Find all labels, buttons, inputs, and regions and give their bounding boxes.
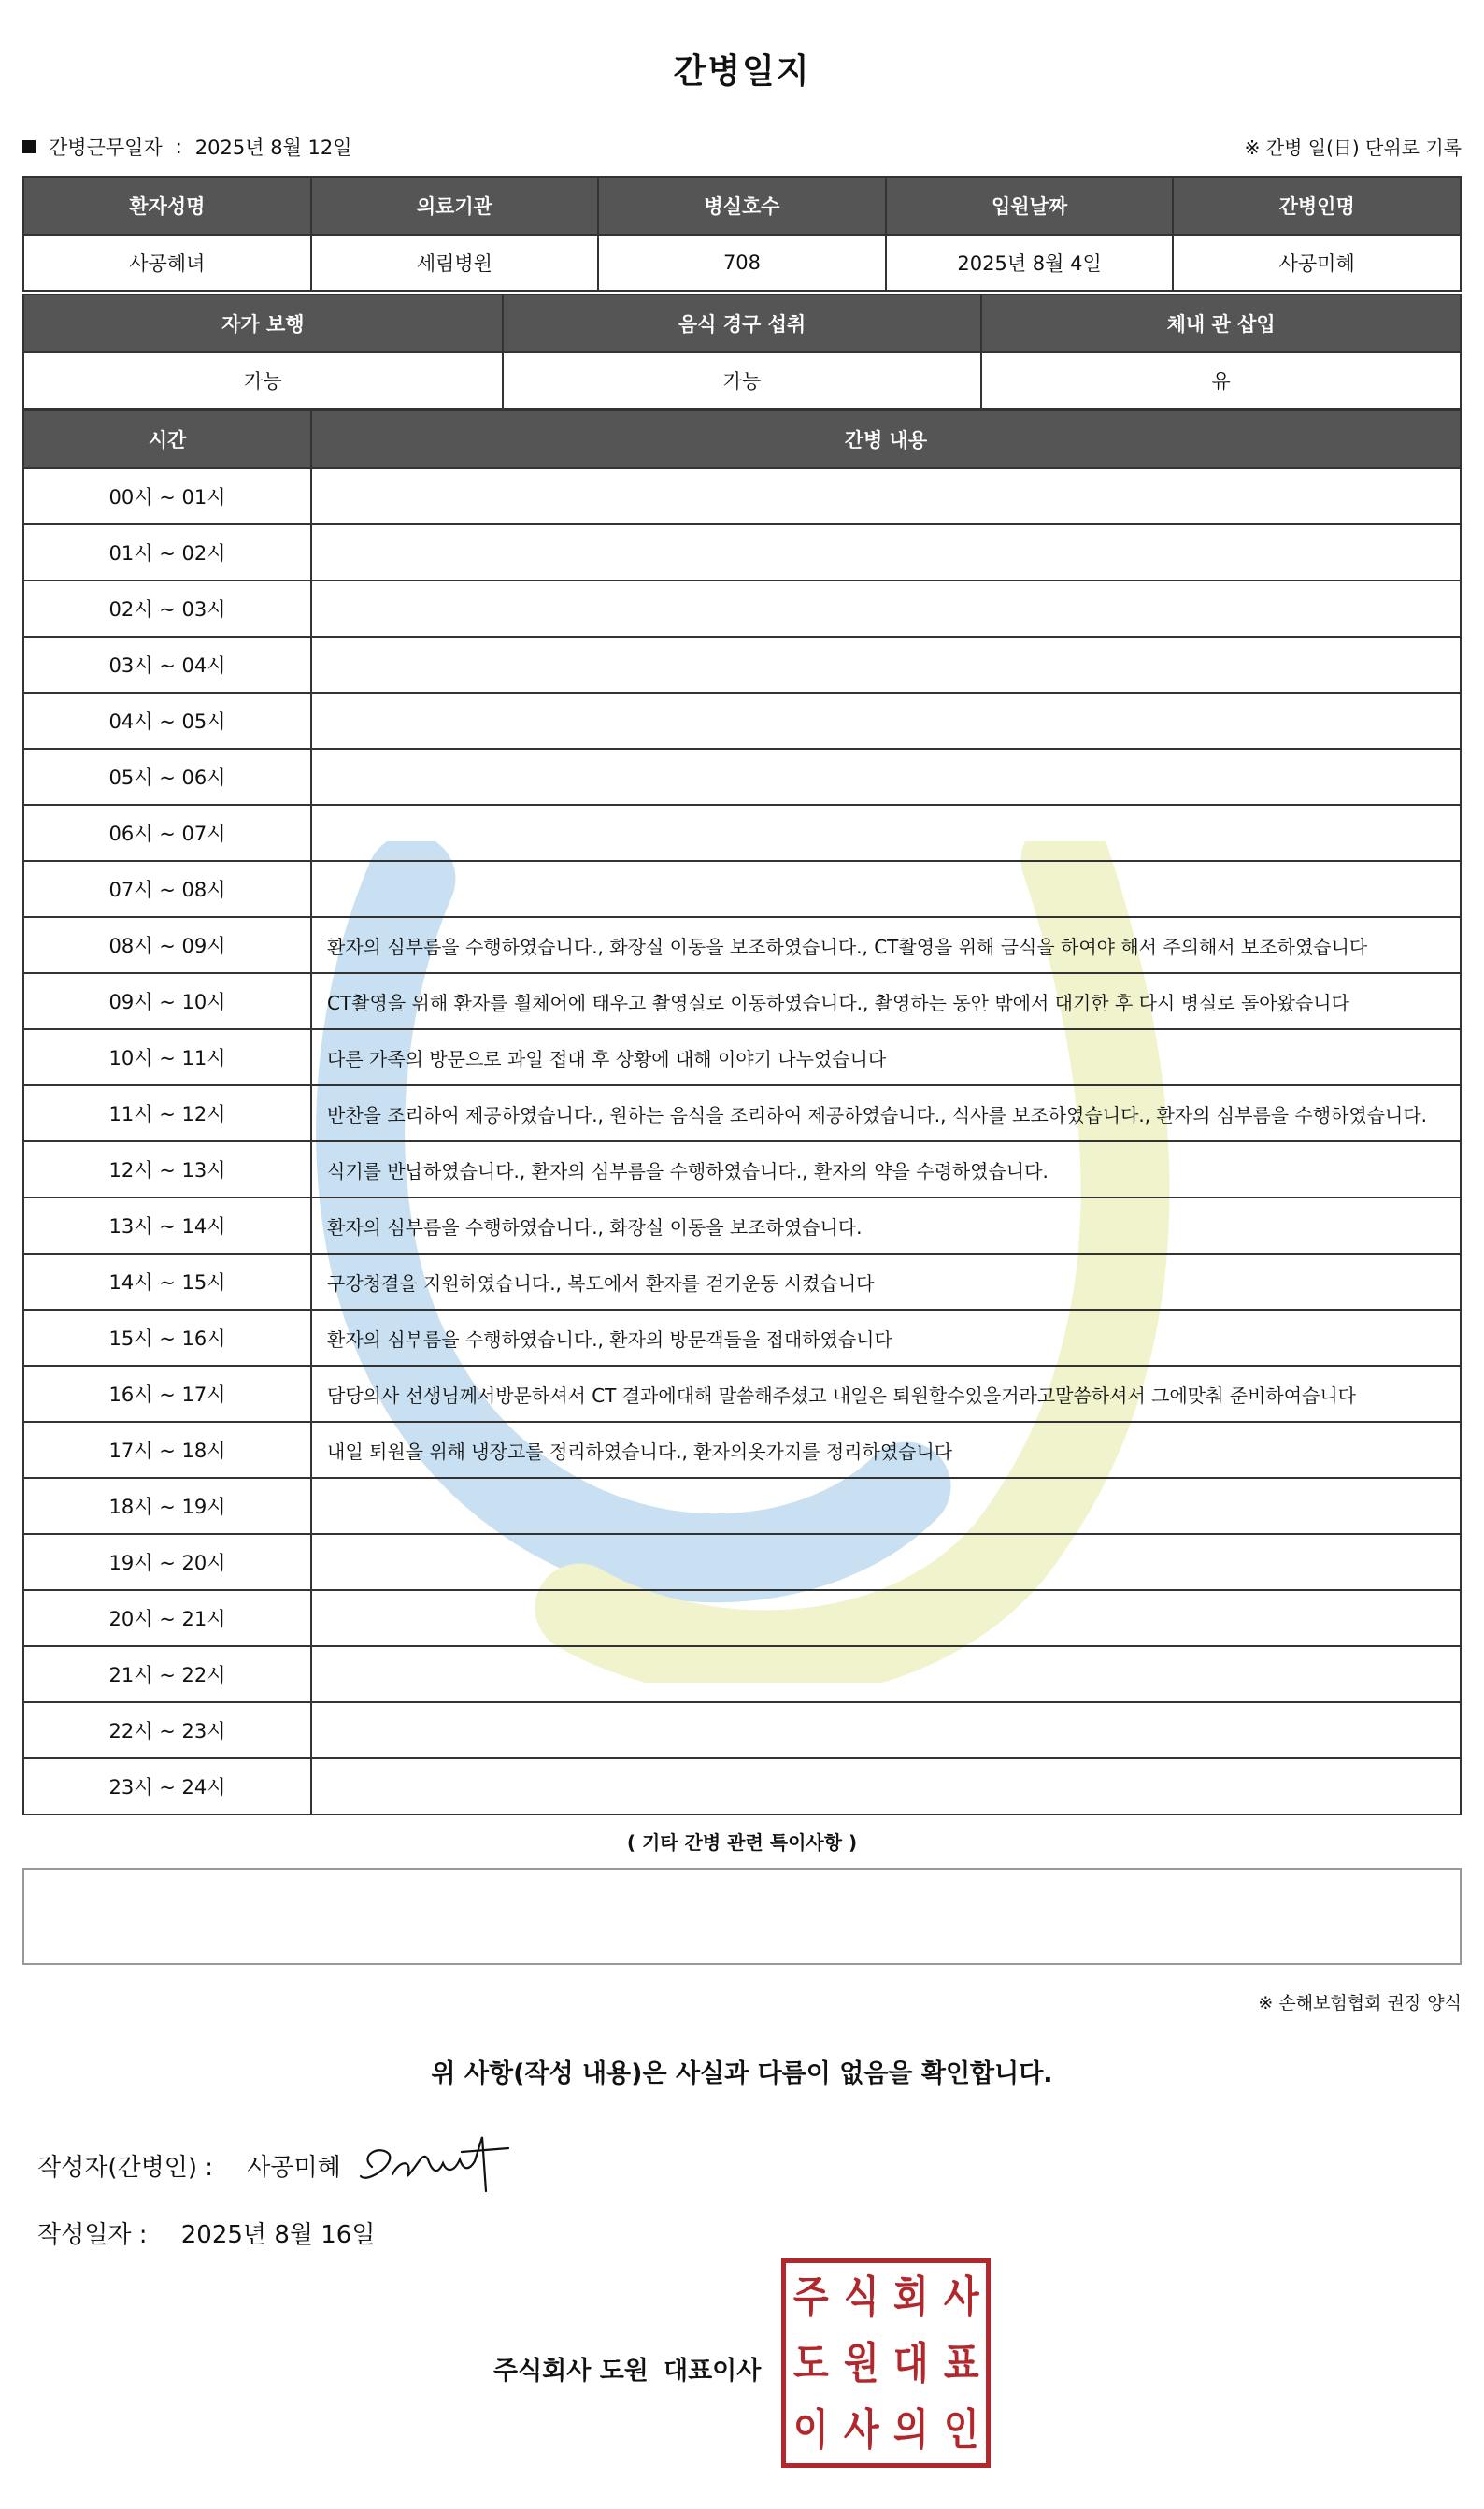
confirm-statement: 위 사항(작성 내용)은 사실과 다름이 없음을 확인합니다. bbox=[431, 2059, 1053, 2088]
header-patient-name: 환자성명 bbox=[23, 177, 311, 235]
seal-char: 표 bbox=[943, 2337, 979, 2388]
log-content-cell bbox=[311, 1758, 1461, 1814]
seal-char: 주 bbox=[792, 2271, 829, 2322]
header-admission-date: 입원날짜 bbox=[886, 177, 1174, 235]
log-row bbox=[23, 1141, 1461, 1197]
log-time-cell: 03시 ~ 04시 bbox=[23, 637, 311, 693]
seal-char: 도 bbox=[792, 2337, 829, 2388]
log-row bbox=[23, 693, 1461, 749]
ceo-label: 대표이사 bbox=[664, 2357, 762, 2386]
log-row bbox=[23, 917, 1461, 973]
tube-insertion-value: 유 bbox=[981, 352, 1461, 409]
log-time-cell: 02시 ~ 03시 bbox=[23, 581, 311, 637]
work-date-label: 간병근무일자 bbox=[49, 136, 163, 159]
log-content-cell: 식기를 반납하였습니다., 환자의 심부름을 수행하였습니다., 환자의 약을 수령하였습니다. bbox=[311, 1141, 1461, 1197]
log-content-cell bbox=[311, 749, 1461, 805]
header-time: 시간 bbox=[23, 410, 311, 468]
log-row bbox=[23, 1534, 1461, 1590]
write-date-value: 2025년 8월 16일 bbox=[180, 2221, 376, 2249]
log-row bbox=[23, 1310, 1461, 1366]
log-content-cell: 담당의사 선생님께서방문하셔서 CT 결과에대해 말씀해주셨고 내일은 퇴원할수있을거라고말씀하셔서 그에맞춰 준비하여습니다 bbox=[311, 1366, 1461, 1422]
log-time-cell: 19시 ~ 20시 bbox=[23, 1534, 311, 1590]
status-header-row bbox=[23, 294, 1461, 352]
log-time-cell: 08시 ~ 09시 bbox=[23, 917, 311, 973]
writer-line bbox=[37, 2148, 341, 2183]
header-care-content: 간병 내용 bbox=[311, 410, 1461, 468]
seal-char: 이 bbox=[792, 2404, 829, 2456]
log-time-cell: 00시 ~ 01시 bbox=[23, 468, 311, 524]
work-date bbox=[22, 133, 352, 161]
log-time-cell: 04시 ~ 05시 bbox=[23, 693, 311, 749]
work-date-value: 2025년 8월 12일 bbox=[194, 136, 352, 159]
log-time-cell: 15시 ~ 16시 bbox=[23, 1310, 311, 1366]
log-content-cell: 구강청결을 지원하였습니다., 복도에서 환자를 걷기운동 시켰습니다 bbox=[311, 1254, 1461, 1310]
header-caregiver: 간병인명 bbox=[1173, 177, 1461, 235]
log-row bbox=[23, 1590, 1461, 1646]
care-log-table bbox=[22, 409, 1462, 1815]
log-content-cell: 다른 가족의 방문으로 과일 접대 후 상황에 대해 이야기 나누었습니다 bbox=[311, 1029, 1461, 1085]
log-time-cell: 06시 ~ 07시 bbox=[23, 805, 311, 861]
oral-intake-value: 가능 bbox=[503, 352, 982, 409]
log-time-cell: 14시 ~ 15시 bbox=[23, 1254, 311, 1310]
log-content-cell: 내일 퇴원을 위해 냉장고를 정리하였습니다., 환자의옷가지를 정리하였습니다 bbox=[311, 1422, 1461, 1478]
seal-char: 식 bbox=[843, 2271, 879, 2322]
log-time-cell: 09시 ~ 10시 bbox=[23, 973, 311, 1029]
header-room: 병실호수 bbox=[598, 177, 886, 235]
log-time-cell: 01시 ~ 02시 bbox=[23, 524, 311, 581]
log-row bbox=[23, 749, 1461, 805]
seal-char: 의 bbox=[892, 2404, 929, 2456]
hospital-value: 세림병원 bbox=[311, 235, 599, 291]
log-row bbox=[23, 1366, 1461, 1422]
log-row bbox=[23, 468, 1461, 524]
log-content-cell bbox=[311, 805, 1461, 861]
seal-char: 사 bbox=[843, 2404, 879, 2456]
log-content-cell bbox=[311, 581, 1461, 637]
log-row bbox=[23, 1029, 1461, 1085]
work-date-sep: : bbox=[175, 136, 182, 158]
unit-note: ※ 간병 일(日) 단위로 기록 bbox=[1244, 136, 1462, 159]
log-content-cell: 환자의 심부름을 수행하였습니다., 환자의 방문객들을 접대하였습니다 bbox=[311, 1310, 1461, 1366]
etc-label: ( 기타 간병 관련 특이사항 ) bbox=[626, 1831, 858, 1854]
write-date-line bbox=[37, 2215, 375, 2250]
handwritten-signature bbox=[351, 2122, 520, 2206]
log-time-cell: 17시 ~ 18시 bbox=[23, 1422, 311, 1478]
room-value: 708 bbox=[598, 235, 886, 291]
log-time-cell: 05시 ~ 06시 bbox=[23, 749, 311, 805]
log-row bbox=[23, 1478, 1461, 1534]
log-time-cell: 22시 ~ 23시 bbox=[23, 1702, 311, 1758]
log-time-cell: 20시 ~ 21시 bbox=[23, 1590, 311, 1646]
log-content-cell bbox=[311, 1534, 1461, 1590]
log-content-cell bbox=[311, 1590, 1461, 1646]
log-row bbox=[23, 1646, 1461, 1702]
log-content-cell bbox=[311, 1702, 1461, 1758]
log-content-cell bbox=[311, 468, 1461, 524]
bullet-square-icon bbox=[22, 140, 36, 153]
log-content-cell: CT촬영을 위해 환자를 휠체어에 태우고 촬영실로 이동하였습니다., 촬영하는 동안 밖에서 대기한 후 다시 병실로 돌아왔습니다 bbox=[311, 973, 1461, 1029]
caregiver-value: 사공미혜 bbox=[1173, 235, 1461, 291]
header-self-walking: 자가 보행 bbox=[23, 294, 503, 352]
patient-name-value: 사공혜녀 bbox=[23, 235, 311, 291]
log-row bbox=[23, 581, 1461, 637]
log-row bbox=[23, 861, 1461, 917]
page-title: 간병일지 bbox=[673, 52, 811, 91]
company-name: 주식회사 도원 bbox=[493, 2357, 649, 2386]
log-content-cell bbox=[311, 1478, 1461, 1534]
log-row bbox=[23, 1197, 1461, 1254]
write-date-label: 작성일자 : bbox=[37, 2221, 148, 2249]
log-row bbox=[23, 524, 1461, 581]
log-row bbox=[23, 973, 1461, 1029]
header-hospital: 의료기관 bbox=[311, 177, 599, 235]
patient-header-row bbox=[23, 177, 1461, 235]
log-time-cell: 21시 ~ 22시 bbox=[23, 1646, 311, 1702]
header-oral-intake: 음식 경구 섭취 bbox=[503, 294, 982, 352]
log-content-cell bbox=[311, 1646, 1461, 1702]
log-content-cell: 환자의 심부름을 수행하였습니다., 화장실 이동을 보조하였습니다., CT촬영을 위해 금식을 하여야 해서 주의해서 보조하였습니다 bbox=[311, 917, 1461, 973]
log-time-cell: 12시 ~ 13시 bbox=[23, 1141, 311, 1197]
log-time-cell: 07시 ~ 08시 bbox=[23, 861, 311, 917]
log-time-cell: 23시 ~ 24시 bbox=[23, 1758, 311, 1814]
log-content-cell bbox=[311, 693, 1461, 749]
self-walking-value: 가능 bbox=[23, 352, 503, 409]
seal-char: 원 bbox=[843, 2337, 879, 2388]
log-content-cell bbox=[311, 637, 1461, 693]
log-time-cell: 10시 ~ 11시 bbox=[23, 1029, 311, 1085]
log-row bbox=[23, 1085, 1461, 1141]
log-time-cell: 11시 ~ 12시 bbox=[23, 1085, 311, 1141]
patient-status-table bbox=[22, 294, 1462, 409]
log-content-cell: 반찬을 조리하여 제공하였습니다., 원하는 음식을 조리하여 제공하였습니다., 식사를 보조하였습니다., 환자의 심부름을 수행하였습니다. bbox=[311, 1085, 1461, 1141]
patient-value-row bbox=[23, 235, 1461, 291]
log-time-cell: 13시 ~ 14시 bbox=[23, 1197, 311, 1254]
seal-char: 인 bbox=[943, 2404, 979, 2456]
seal-char: 회 bbox=[892, 2271, 929, 2322]
log-row bbox=[23, 1254, 1461, 1310]
log-row bbox=[23, 1758, 1461, 1814]
company-seal-stamp bbox=[781, 2258, 991, 2468]
admission-date-value: 2025년 8월 4일 bbox=[886, 235, 1174, 291]
writer-label: 작성자(간병인) : bbox=[37, 2154, 214, 2182]
seal-char: 대 bbox=[892, 2337, 929, 2388]
log-content-cell bbox=[311, 861, 1461, 917]
status-value-row bbox=[23, 352, 1461, 409]
log-header-row bbox=[23, 410, 1461, 468]
log-row bbox=[23, 637, 1461, 693]
etc-notes-box bbox=[22, 1868, 1462, 1965]
writer-name: 사공미혜 bbox=[247, 2154, 341, 2182]
log-row bbox=[23, 805, 1461, 861]
seal-char: 사 bbox=[943, 2271, 979, 2322]
log-time-cell: 16시 ~ 17시 bbox=[23, 1366, 311, 1422]
log-content-cell: 환자의 심부름을 수행하였습니다., 화장실 이동을 보조하였습니다. bbox=[311, 1197, 1461, 1254]
recommend-note: ※ 손해보험협회 권장 양식 bbox=[1258, 1993, 1462, 2014]
patient-info-table bbox=[22, 176, 1462, 292]
log-time-cell: 18시 ~ 19시 bbox=[23, 1478, 311, 1534]
log-row bbox=[23, 1702, 1461, 1758]
log-content-cell bbox=[311, 524, 1461, 581]
header-tube-insertion: 체내 관 삽입 bbox=[981, 294, 1461, 352]
log-row bbox=[23, 1422, 1461, 1478]
